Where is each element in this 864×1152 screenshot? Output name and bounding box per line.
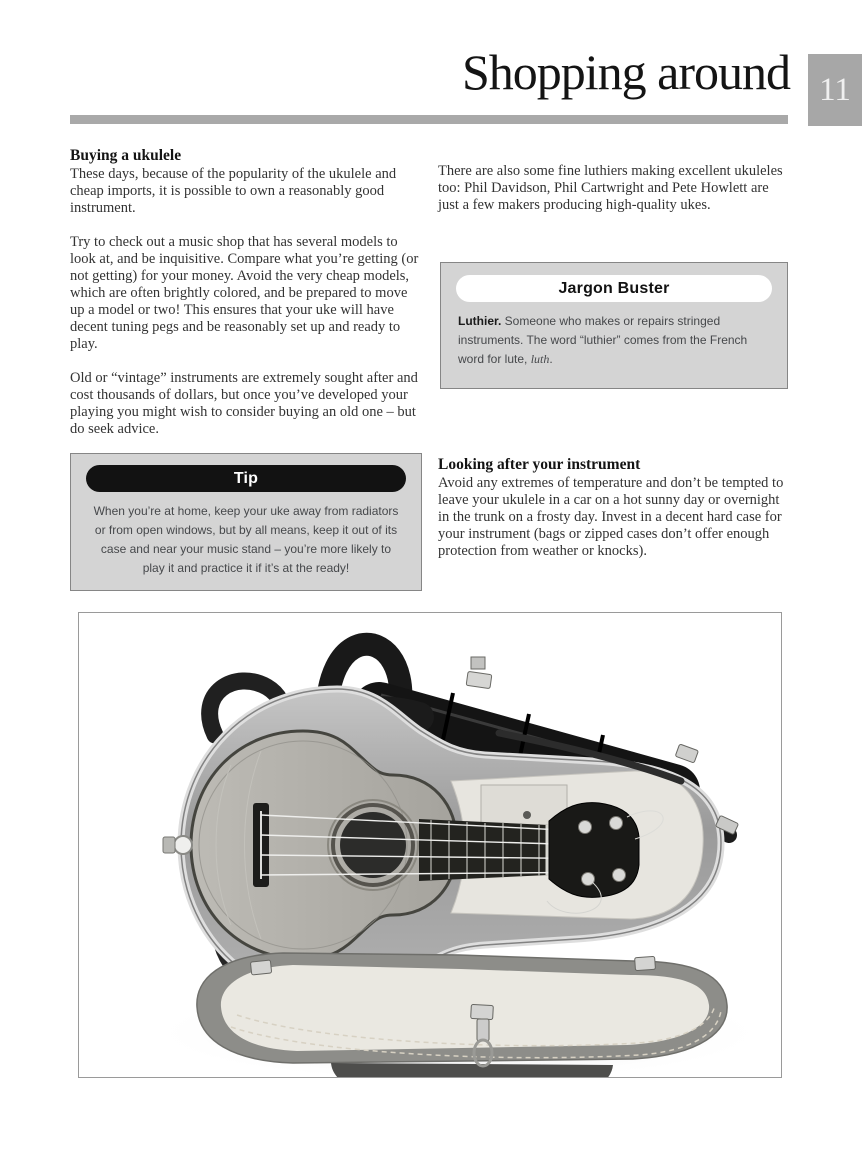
case-lid xyxy=(197,953,727,1077)
paragraph-buying-2: Try to check out a music shop that has several models to look at, and be inquisitive. Compare what you’re getting (or not getting) for your money. Avoid the very cheap models, which are often brightly colored, and be prepared to move up a model or two! This ensures that your uke will have decent tuning pegs and be reasonably set up and ready to play. xyxy=(70,234,419,352)
tip-box-title: Tip xyxy=(233,469,259,487)
looking-after-section xyxy=(438,456,790,577)
jargon-buster-box xyxy=(440,262,788,389)
header-rule xyxy=(70,115,788,124)
jargon-term: Luthier. xyxy=(458,314,502,328)
section-heading-looking-after: Looking after your instrument xyxy=(438,456,641,473)
section-heading-buying: Buying a ukulele xyxy=(70,147,182,164)
left-column xyxy=(70,147,422,455)
jargon-definition: Someone who makes or repairs stringed instruments. The word “luthier” comes from the French word for lute, xyxy=(458,314,748,366)
jargon-box-title: Jargon Buster xyxy=(558,279,670,297)
paragraph-buying-1: These days, because of the popularity of the ukulele and cheap imports, it is possible to own a reasonably good instrument. xyxy=(70,166,397,216)
ukulele-in-case-photo xyxy=(79,613,781,1077)
paragraph-buying-3: Old or “vintage” instruments are extremely sought after and cost thousands of dollars, but once you’ve developed your playing you might wish to consider buying an old one – but do seek advice. xyxy=(70,370,418,437)
tip-box xyxy=(70,453,422,591)
paragraph-looking-after: Avoid any extremes of temperature and don’t be tempted to leave your ukulele in a car on a hot sunny day or overnight in the trunk on a frosty day. Invest in a decent hard case for your instrument (bags or zipped cases don’t offer enough protection from weather or knocks). xyxy=(438,475,784,559)
tip-box-body: When you’re at home, keep your uke away from radiators or from open windows, but by all means, keep it out of its case and near your music stand – you’re more likely to play it and practice it if it’s at the ready! xyxy=(93,504,399,575)
paragraph-luthiers: There are also some fine luthiers making excellent ukuleles too: Phil Davidson, Phil Cartwright and Pete Howlett are just a few makers producing high-quality ukes. xyxy=(438,163,783,213)
jargon-box-header xyxy=(456,275,772,302)
page-number: 11 xyxy=(819,71,851,108)
page-number-badge xyxy=(808,54,862,126)
jargon-box-body xyxy=(456,312,772,369)
right-column xyxy=(438,163,790,231)
jargon-italic-word: luth xyxy=(530,352,550,366)
tip-box-header xyxy=(86,465,406,492)
ukulele-photo-frame xyxy=(78,612,782,1078)
page-title: Shopping around xyxy=(461,44,790,100)
jargon-definition-end: . xyxy=(549,352,553,366)
